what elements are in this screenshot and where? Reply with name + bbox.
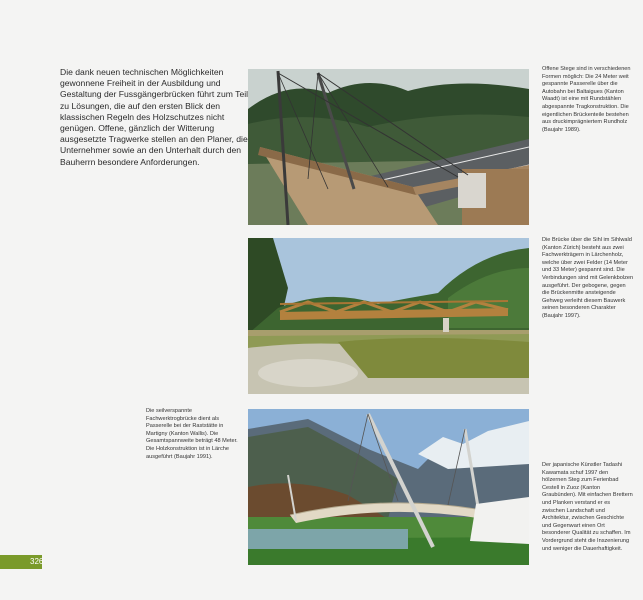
intro-paragraph: Die dank neuen technischen Möglichkeiten gewonnene Freiheit in der Ausbildung und Gestaltung der Fussgängerbrücken führt zum Teil zu Lösungen, die auf den ersten Blick den klassischen Regeln des Holzschutzes nicht genügen. Offene, gänzlich der Witterung ausgesetzte Tragwerke stellen an den Planer, die Unternehmer sowie an den Unterhalt durch den Bauherrn besondere Anforderungen. <box>60 67 249 167</box>
caption-photo-3: Die seilverspannte Fachwerktrogbrücke dient als Passerelle bei der Raststätte in Martigny (Kanton Wallis). Die Gesamtspannweite beträgt 48 Meter. Die Holzkonstruktion ist in Lärche ausgeführt (Baujahr 1991). <box>146 408 238 460</box>
page-number: 326 <box>30 557 44 566</box>
caption-photo-1: Offene Stege sind in verschiedenen Formen möglich: Die 24 Meter weit gespannte Passerelle über die Autobahn bei Baltaigues (Kanton Waadt) ist eine mit Rundstählen abgespannte Tragkonstruktion. Die eigentlichen Brückenteile bestehen aus druckimprägniertem Rundholz (Baujahr 1989). <box>542 66 631 133</box>
photo-martigny-passerelle <box>248 409 529 565</box>
photo-sihl-truss-bridge <box>248 238 529 394</box>
caption-photo-2: Die Brücke über die Sihl im Sihlwald (Kanton Zürich) besteht aus zwei Fachwerkträgern in Lärchenholz, welche über zwei Felder (14 Meter und 33 Meter) gespannt sind. Die Verbindungen sind mit Gelenkbolzen ausgeführt. Der gebogene, gegen die Brückenmitte ansteigende Gehweg verleiht diesem Bauwerk seinen besonderen Charakter (Baujahr 1997). <box>542 237 634 319</box>
caption-photo-4: Der japanische Künstler Tadashi Kawamata schuf 1997 den hölzernen Steg zum Ferienbad Cestell in Zuoz (Kanton Graubünden). Mit einfachen Brettern und Planken verstand er es zwischen Landschaft und Architektur, zwischen Geschichte und Gegenwart einen Ort besonderer Qualität zu schaffen. Im Vordergrund steht die Inszenierung und weniger die Dauerhaftigkeit. <box>542 462 633 552</box>
photo-motorway-footbridge <box>248 69 529 225</box>
